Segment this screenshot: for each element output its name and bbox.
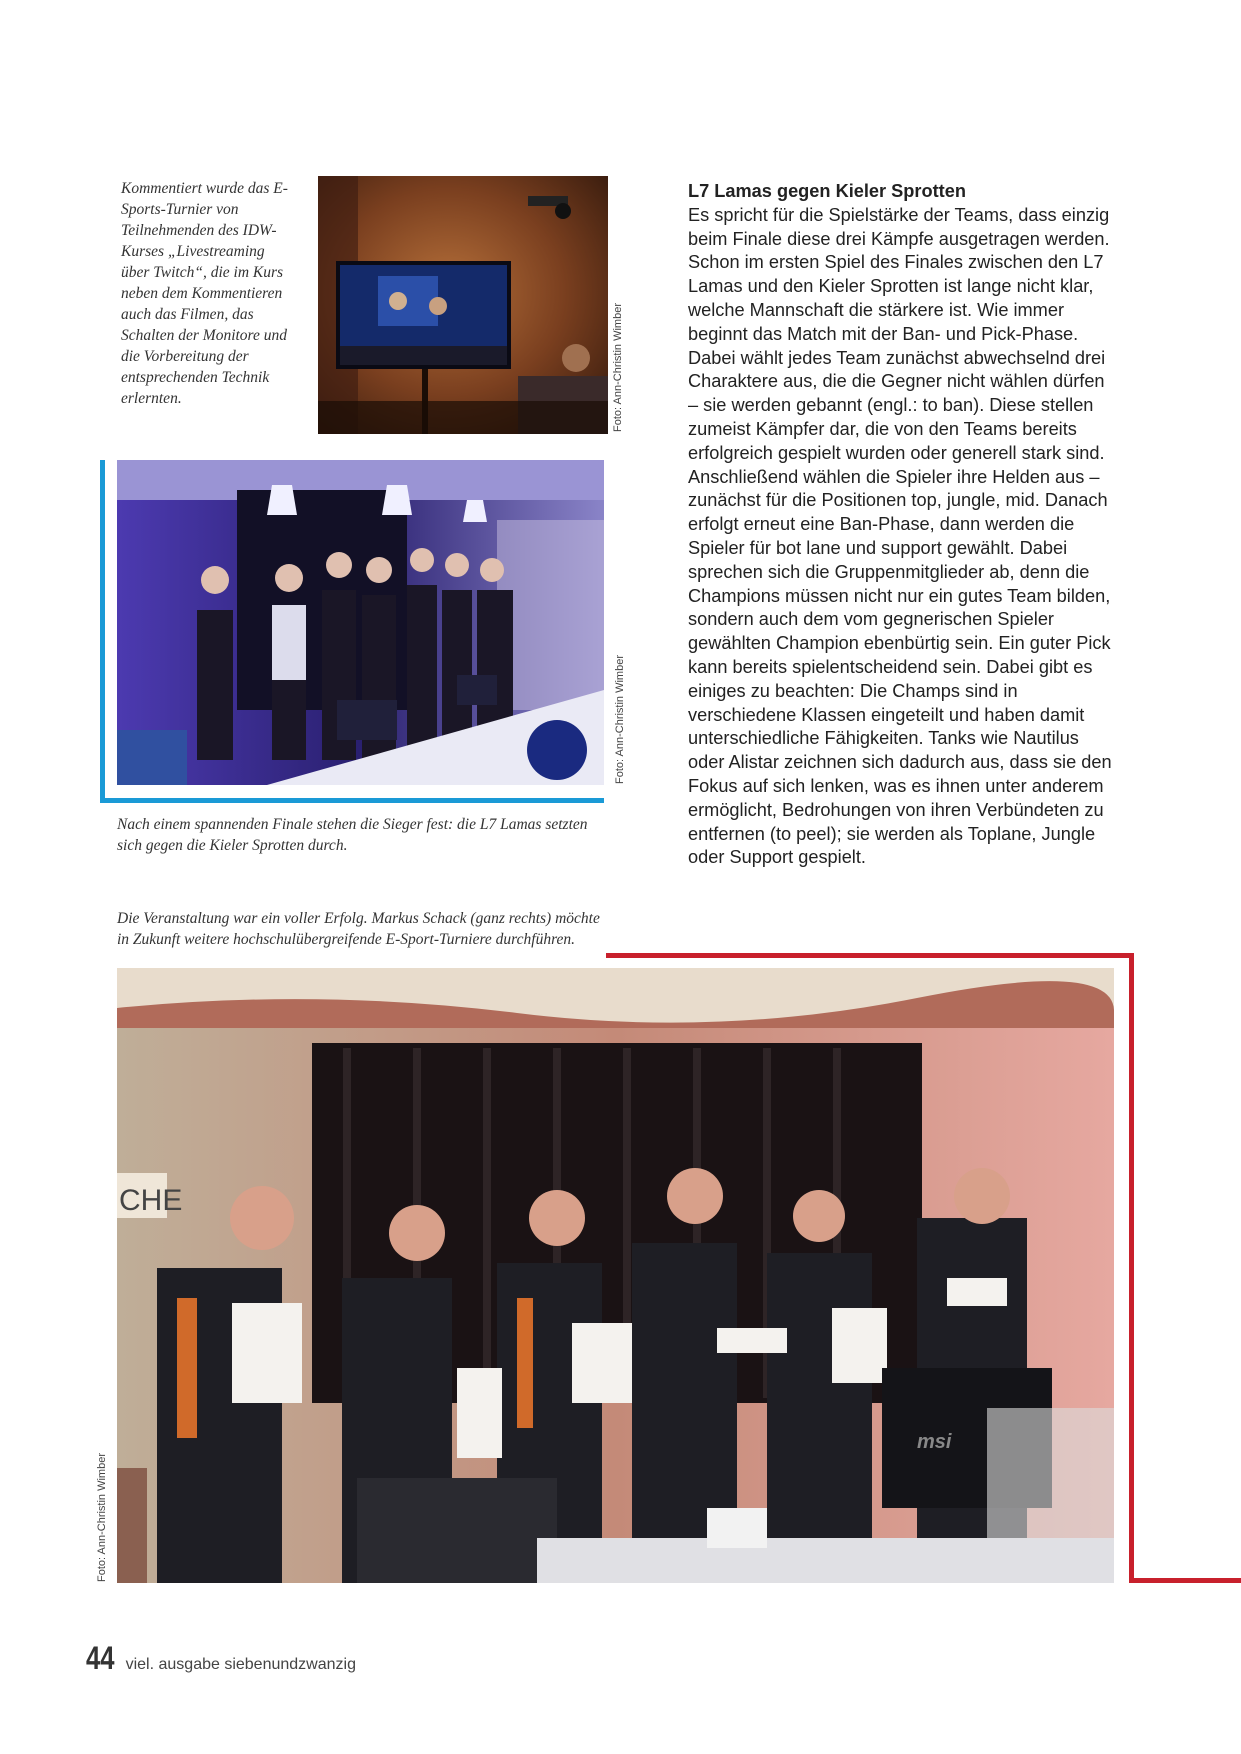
photo-credit-1: Foto: Ann-Christin Wimber: [612, 303, 624, 432]
red-accent-line-top: [606, 953, 1134, 958]
red-accent-line-bottom: [1129, 1578, 1241, 1583]
caption-finale: Nach einem spannenden Finale stehen die Sieger fest: die L7 Lamas setzten sich gegen die Kieler Sprotten durch.: [117, 816, 588, 854]
blue-accent-line: [100, 798, 604, 803]
photo-credit-3: Foto: Ann-Christin Wimber: [96, 1453, 108, 1582]
caption-event: Die Veranstaltung war ein voller Erfolg. Markus Schack (ganz rechts) möchte in Zukunft weitere hochschulübergreifende E-Sport-Turniere durchführen.: [117, 910, 600, 948]
page-number: 44: [86, 1640, 115, 1676]
publication-name: viel. ausgabe siebenundzwanzig: [125, 1656, 356, 1673]
caption-livestream: Kommentiert wurde das E-Sports-Turnier von Teilnehmenden des IDW-Kurses „Livestreaming über Twitch“, die im Kurs neben dem Kommentieren auch das Filmen, das Schalten der Monitore und die Vorbereitung der entsprechenden Technik erlernten.: [121, 180, 288, 407]
photo-team: [117, 460, 604, 785]
red-accent-line-right: [1129, 953, 1134, 1583]
wall-sign-text: CHE: [119, 1184, 183, 1217]
page-footer: [86, 1640, 356, 1677]
article-heading: L7 Lamas gegen Kieler Sprotten: [688, 181, 966, 201]
article-body: Es spricht für die Spielstärke der Teams, dass einzig beim Finale diese drei Kämpfe ausgetragen werden. Schon im ersten Spiel des Finales zwischen den L7 Lamas und den Kieler Sprotten ist lange nicht klar, welche Mannschaft die stärkere ist. Wie immer beginnt das Match mit der Ban- und Pick-Phase. Dabei wählt jedes Team zunächst abwechselnd drei Charaktere aus, die die Gegner nicht wählen dürfen – sie werden gebannt (engl.: to ban). Diese stellen zumeist Kämpfer dar, die von den Teams bereits erfolgreich gespielt wurden oder generell stark sind. Anschließend wählen die Spieler ihre Helden aus – zunächst für die Positionen top, jungle, mid. Danach erfolgt erneut eine Ban-Phase, dann werden die Spieler für bot lane und support gewählt. Dabei sprechen sich die Gruppenmitglieder ab, denn die Champions müssen nicht nur ein gutes Team bilden, sondern auch dem vom gegnerischen Spieler gewählten Champion ebenbürtig sein. Ein guter Pick kann bereits spielentscheidend sein. Dabei gibt es einiges zu beachten: Die Champs sind in verschiedene Klassen eingeteilt und haben damit unterschiedliche Fähigkeiten. Tanks wie Nautilus oder Alistar zeichnen sich dadurch aus, dass sie den Fokus auf sich lenken, was es ihnen unter anderem ermöglicht, Bedrohungen von ihren Verbündeten zu entfernen (to peel); sie werden als Toplane, Jungle oder Support gespielt.: [688, 204, 1112, 868]
monitor-brand-text: msi: [917, 1431, 952, 1453]
blue-accent-frame: [100, 460, 105, 803]
photo-credit-2: Foto: Ann-Christin Wimber: [614, 655, 626, 784]
photo-ceremony: [117, 968, 1114, 1583]
article-column: [688, 180, 1118, 870]
photo-livestream: [318, 176, 608, 434]
